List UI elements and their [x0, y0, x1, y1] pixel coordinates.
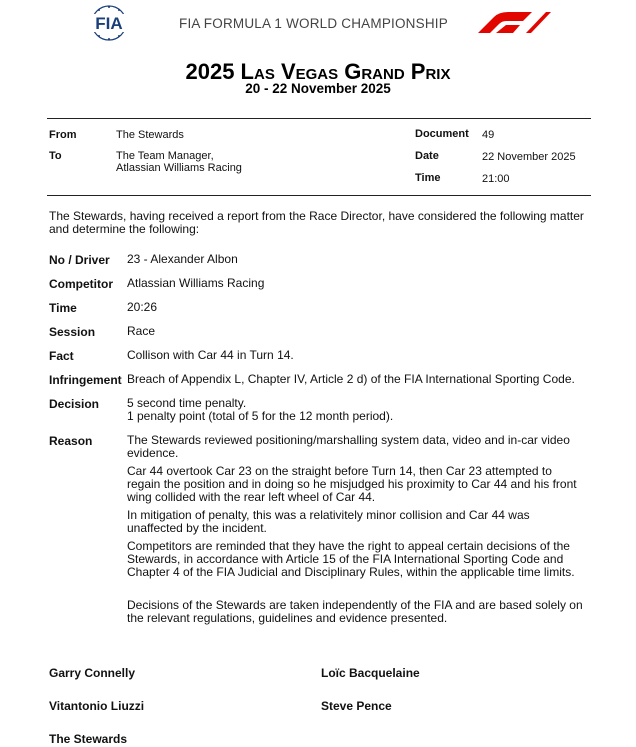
- to-label: To: [49, 150, 62, 162]
- session-value: Race: [127, 324, 156, 338]
- reason-paragraph-4: Competitors are reminded that they have the right to appeal certain decisions of the Stewards, in accordance with Article 15 of the FIA International Sporting Code and Chapter 4 of the FIA Judicial and Disciplinary Rules, within the applicable time limits.: [127, 539, 575, 579]
- steward-signature-2: Loïc Bacquelaine: [321, 666, 420, 680]
- from-label: From: [49, 129, 77, 141]
- time-label: Time: [415, 172, 441, 184]
- fact-label: Fact: [49, 349, 74, 363]
- from-value: The Stewards: [116, 129, 184, 141]
- intro-paragraph: The Stewards, having received a report from the Race Director, have considered the following matter and determine the following:: [49, 209, 584, 236]
- reason-paragraph-2: Car 44 overtook Car 23 on the straight before Turn 14, then Car 23 attempted to regain the position and in doing so he misjudged his proximity to Car 44 and his front wing collided with the rear left wheel of Car 44.: [127, 464, 577, 504]
- reason-paragraph-1: The Stewards reviewed positioning/marshalling system data, video and in-car video evidence.: [127, 433, 570, 460]
- reason-value: [127, 434, 587, 584]
- championship-title: FIA FORMULA 1 WORLD CHAMPIONSHIP: [179, 16, 448, 31]
- race-title-text: 2025 Las Vegas Grand Prix: [185, 59, 451, 84]
- steward-signature-1: Garry Connelly: [49, 666, 136, 680]
- reason-paragraph-3: In mitigation of penalty, this was a relativitely minor collision and Car 44 was unaffected by the incident.: [127, 508, 530, 535]
- fia-logo-icon: [81, 5, 137, 41]
- competitor-value: Atlassian Williams Racing: [127, 276, 265, 290]
- time-of-incident-value: 20:26: [127, 300, 158, 314]
- date-label: Date: [415, 150, 439, 162]
- document-value: 49: [482, 129, 495, 141]
- divider-bottom: [47, 195, 591, 196]
- decision-line-1: 5 second time penalty.: [127, 396, 247, 410]
- competitor-label: Competitor: [49, 277, 113, 291]
- f1-logo-icon: [476, 11, 552, 35]
- to-value-line1: The Team Manager,: [116, 150, 214, 162]
- document-header: [0, 0, 636, 50]
- race-dates: 20 - 22 November 2025: [245, 81, 391, 96]
- document-label: Document: [415, 128, 469, 140]
- session-label: Session: [49, 325, 96, 339]
- infringement-value: Breach of Appendix L, Chapter IV, Article 2 d) of the FIA International Sporting Code.: [127, 372, 575, 386]
- decision-line-2: 1 penalty point (total of 5 for the 12 month period).: [127, 409, 394, 423]
- driver-value: 23 - Alexander Albon: [127, 252, 238, 266]
- reason-label: Reason: [49, 434, 93, 448]
- divider-top: [47, 118, 591, 119]
- fact-value: Collison with Car 44 in Turn 14.: [127, 348, 294, 362]
- to-value-line2: Atlassian Williams Racing: [116, 162, 242, 174]
- date-value: 22 November 2025: [482, 151, 576, 163]
- steward-signature-4: Steve Pence: [321, 699, 392, 713]
- driver-label: No / Driver: [49, 253, 110, 267]
- reason-paragraph-5: Decisions of the Stewards are taken independently of the FIA and are based solely on the relevant regulations, guidelines and evidence presented.: [127, 598, 583, 625]
- time-of-incident-label: Time: [49, 301, 77, 315]
- time-value: 21:00: [482, 173, 510, 185]
- stewards-footer: The Stewards: [49, 732, 128, 746]
- infringement-label: Infringement: [49, 373, 122, 387]
- decision-label: Decision: [49, 397, 100, 411]
- decision-value: [127, 397, 587, 423]
- fia-logo-text: FIA: [95, 14, 123, 33]
- steward-signature-3: Vitantonio Liuzzi: [49, 699, 145, 713]
